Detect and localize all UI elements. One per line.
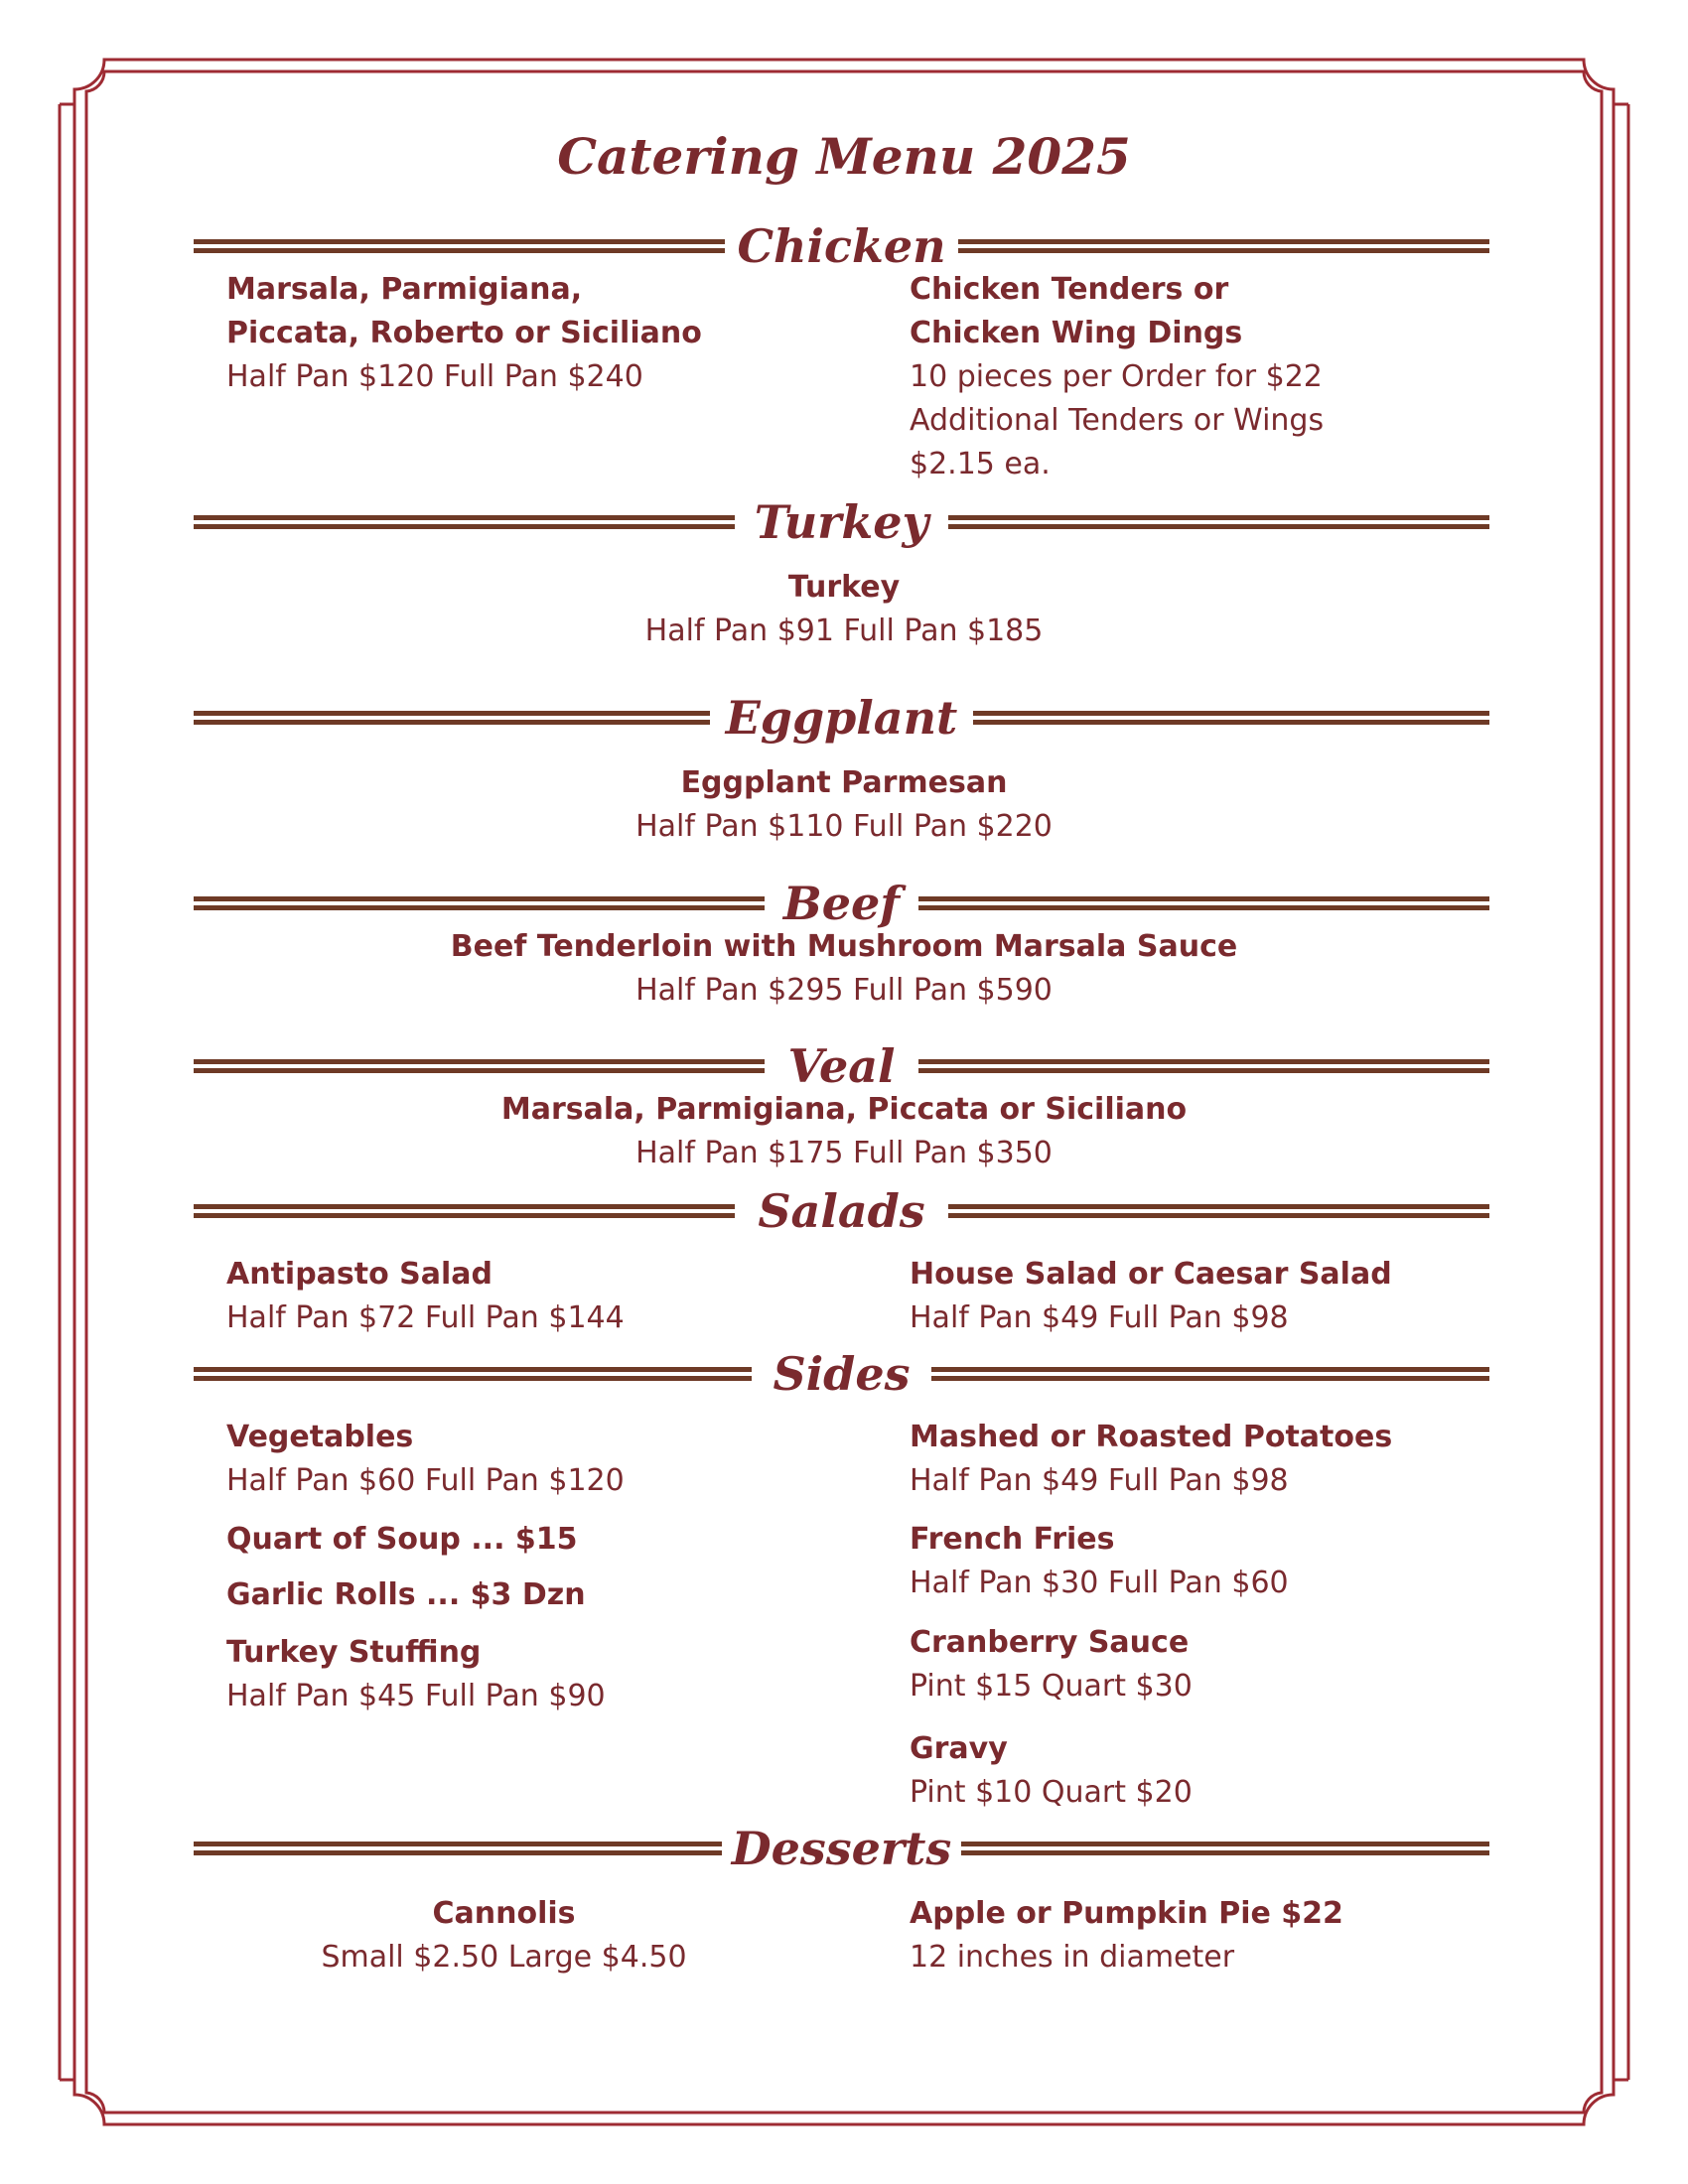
section-title-desserts: Desserts <box>731 1822 952 1875</box>
item-price: Half Pan $295 Full Pan $590 <box>635 973 1053 1008</box>
menu-item-french-fries <box>910 1518 1505 1605</box>
section-header-desserts <box>194 1819 1489 1878</box>
section-header-eggplant <box>194 688 1489 748</box>
page-title: Catering Menu 2025 <box>557 127 1131 186</box>
item-name: Piccata, Roberto or Siciliano <box>226 316 702 350</box>
item-price: Half Pan $49 Full Pan $98 <box>910 1300 1289 1335</box>
section-title-chicken: Chicken <box>737 219 946 273</box>
item-price: Half Pan $91 Full Pan $185 <box>644 614 1044 648</box>
menu-item-eggplant <box>0 761 1688 849</box>
item-name: Quart of Soup ... $15 <box>226 1522 578 1557</box>
menu-item-veal <box>0 1088 1688 1175</box>
item-name: Chicken Wing Dings <box>910 316 1243 350</box>
section-title-veal: Veal <box>787 1039 896 1093</box>
item-name: Vegetables <box>226 1420 414 1454</box>
menu-item-beef <box>0 925 1688 1013</box>
item-name: Cranberry Sauce <box>910 1625 1190 1660</box>
menu-item-soup <box>226 1518 822 1562</box>
item-name: French Fries <box>910 1522 1115 1557</box>
section-title-salads: Salads <box>758 1184 925 1238</box>
item-name: Beef Tenderloin with Mushroom Marsala Sauce <box>450 929 1238 964</box>
section-header-beef <box>194 874 1489 933</box>
item-price: Half Pan $72 Full Pan $144 <box>226 1300 625 1335</box>
menu-item-turkey-stuffing <box>226 1631 822 1718</box>
item-name: Chicken Tenders or <box>910 272 1229 307</box>
section-title-turkey: Turkey <box>754 495 929 549</box>
section-header-sides <box>194 1344 1489 1404</box>
item-price: Half Pan $110 Full Pan $220 <box>635 809 1053 844</box>
item-price: Half Pan $60 Full Pan $120 <box>226 1463 625 1498</box>
item-name: Cannolis <box>432 1896 576 1931</box>
item-price: Pint $15 Quart $30 <box>910 1669 1193 1704</box>
item-name: Gravy <box>910 1731 1008 1766</box>
section-header-salads <box>194 1181 1489 1241</box>
item-price: Half Pan $30 Full Pan $60 <box>910 1566 1289 1600</box>
section-header-veal <box>194 1036 1489 1096</box>
item-name: Turkey Stuffing <box>226 1635 482 1670</box>
menu-item-turkey <box>0 566 1688 653</box>
item-name: Apple or Pumpkin Pie $22 <box>910 1896 1343 1931</box>
item-name: Mashed or Roasted Potatoes <box>910 1420 1393 1454</box>
item-price: Half Pan $49 Full Pan $98 <box>910 1463 1289 1498</box>
item-price: Half Pan $120 Full Pan $240 <box>226 359 643 394</box>
menu-item-potatoes <box>910 1416 1505 1503</box>
item-price: Pint $10 Quart $20 <box>910 1775 1193 1810</box>
menu-item-cannolis <box>248 1892 760 1979</box>
section-title-eggplant: Eggplant <box>725 691 958 745</box>
item-price: Half Pan $45 Full Pan $90 <box>226 1679 606 1713</box>
item-price: 12 inches in diameter <box>910 1940 1235 1975</box>
item-name: Turkey <box>787 570 901 605</box>
item-price: Small $2.50 Large $4.50 <box>321 1940 687 1975</box>
menu-item-chicken-classic <box>226 268 822 399</box>
item-name: Marsala, Parmigiana, Piccata or Siciliano <box>500 1092 1188 1127</box>
item-name: Garlic Rolls ... $3 Dzn <box>226 1577 586 1612</box>
menu-item-garlic-rolls <box>226 1573 822 1617</box>
section-header-chicken <box>194 216 1489 276</box>
menu-item-gravy <box>910 1727 1505 1815</box>
item-price: Half Pan $175 Full Pan $350 <box>635 1136 1053 1170</box>
item-name: Antipasto Salad <box>226 1257 493 1292</box>
item-note: Additional Tenders or Wings <box>910 403 1325 438</box>
section-header-turkey <box>194 492 1489 552</box>
item-price: $2.15 ea. <box>910 447 1051 481</box>
menu-item-house-salad <box>910 1253 1505 1340</box>
menu-item-vegetables <box>226 1416 822 1503</box>
item-name: House Salad or Caesar Salad <box>910 1257 1392 1292</box>
item-price: 10 pieces per Order for $22 <box>910 359 1323 394</box>
section-title-beef: Beef <box>782 877 901 930</box>
item-name: Eggplant Parmesan <box>680 765 1008 800</box>
menu-item-pie <box>910 1892 1505 1979</box>
item-name: Marsala, Parmigiana, <box>226 272 583 307</box>
menu-item-antipasto-salad <box>226 1253 822 1340</box>
section-title-sides: Sides <box>773 1347 911 1401</box>
menu-item-cranberry-sauce <box>910 1621 1505 1708</box>
menu-item-chicken-tenders <box>910 268 1505 486</box>
